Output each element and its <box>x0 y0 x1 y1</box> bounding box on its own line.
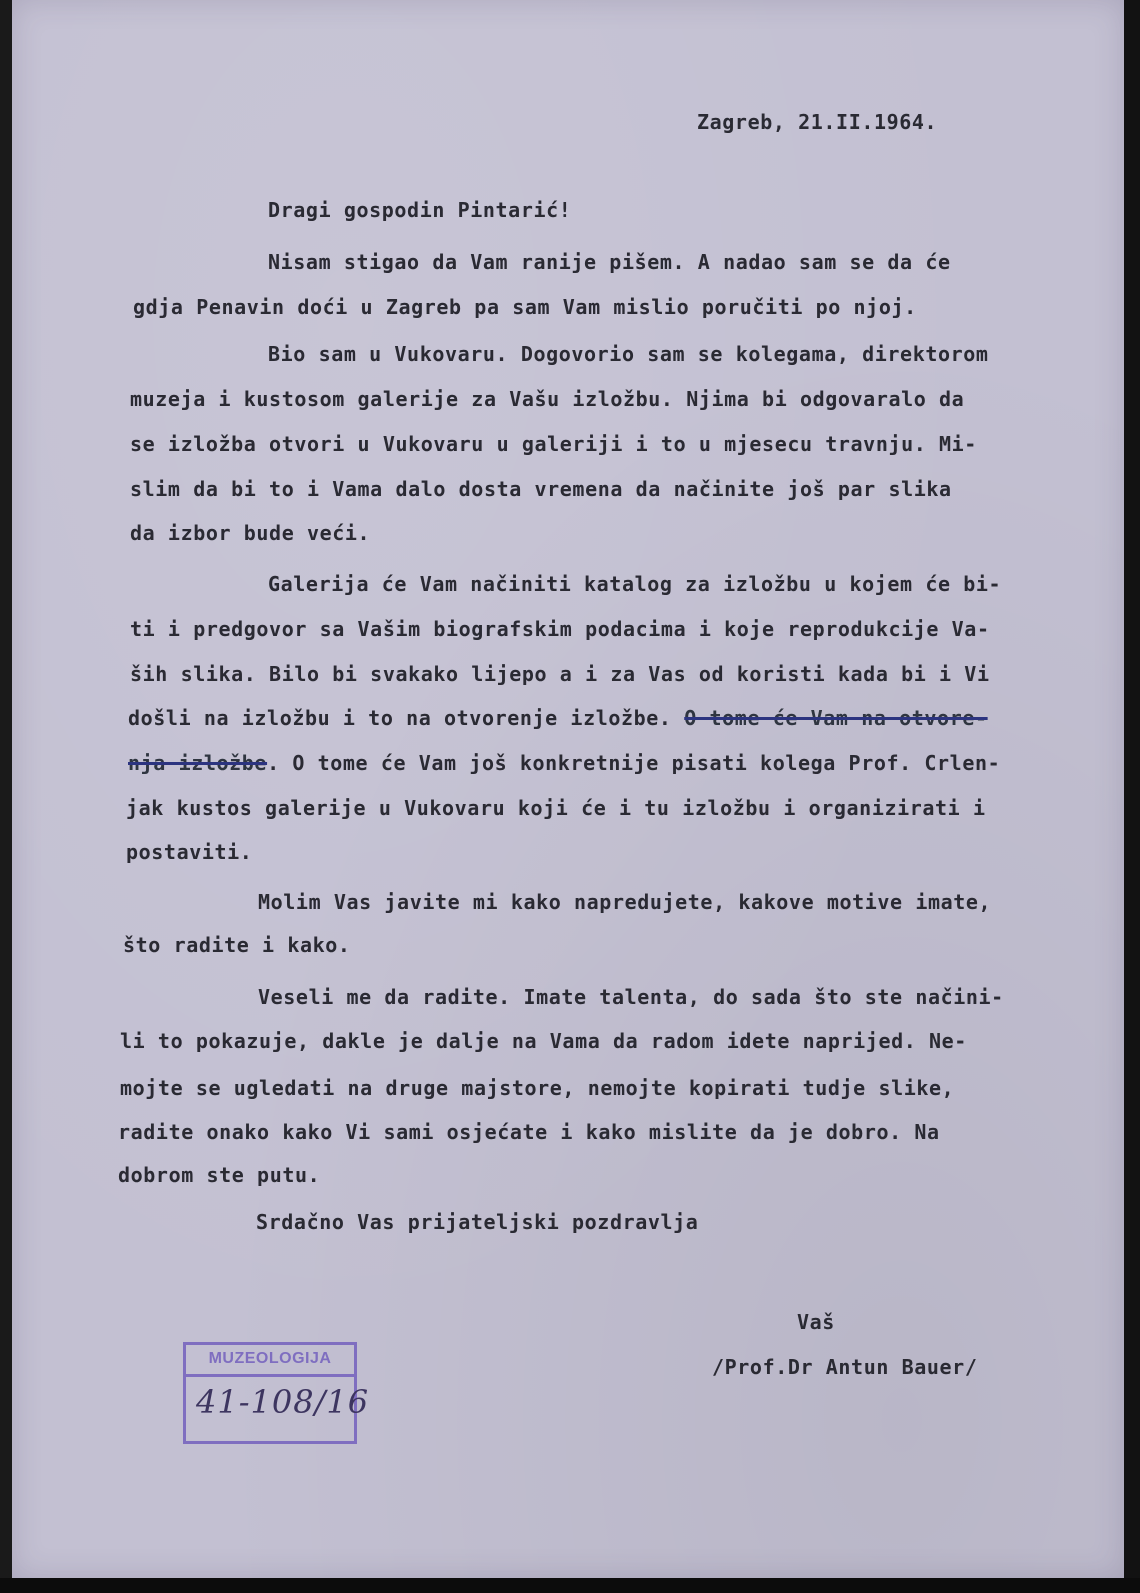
stamp-inventory-number: 41-108/16 <box>196 1383 370 1421</box>
stamp-body <box>186 1375 370 1441</box>
paragraph-3-line-text: . O tome će Vam još konkretnije pisati kolega Prof. Crlen- <box>267 751 1001 775</box>
paragraph-2-line: da izbor bude veći. <box>130 521 371 545</box>
paragraph-2-line: Bio sam u Vukovaru. Dogovorio sam se kolegama, direktorom <box>268 342 989 366</box>
stamp-header: MUZEOLOGIJA <box>186 1345 354 1377</box>
struck-through-text: O tome će Vam na otvore- <box>684 706 988 730</box>
paragraph-3-line: ših slika. Bilo bi svakako lijepo a i za Vas od koristi kada bi i Vi <box>130 662 990 686</box>
paragraph-3-line <box>128 751 1000 775</box>
letter-signature: /Prof.Dr Antun Bauer/ <box>712 1355 978 1379</box>
paragraph-5-line: radite onako kako Vi sami osjećate i kako mislite da je dobro. Na <box>118 1120 940 1144</box>
paragraph-3-line: ti i predgovor sa Vašim biografskim podacima i koje reprodukcije Va- <box>130 617 990 641</box>
struck-through-text: nja izložbe <box>128 751 268 775</box>
paragraph-4-line: što radite i kako. <box>123 933 351 957</box>
letter-closing: Srdačno Vas prijateljski pozdravlja <box>256 1210 699 1234</box>
paragraph-2-line: muzeja i kustosom galerije za Vašu izložbu. Njima bi odgovaralo da <box>130 387 965 411</box>
paragraph-5-line: mojte se ugledati na druge majstore, nemojte kopirati tudje slike, <box>120 1076 955 1100</box>
paragraph-3-line-text: došli na izložbu i to na otvorenje izložbe. <box>128 706 672 730</box>
letter-salutation: Dragi gospodin Pintarić! <box>268 198 572 222</box>
paragraph-5-line: li to pokazuje, dakle je dalje na Vama da radom idete naprijed. Ne- <box>120 1029 967 1053</box>
letter-date: Zagreb, 21.II.1964. <box>697 110 938 134</box>
letter-page <box>12 0 1124 1578</box>
paragraph-3-line <box>128 706 988 730</box>
paragraph-3-line: Galerija će Vam načiniti katalog za izložbu u kojem će bi- <box>268 572 1002 596</box>
paragraph-2-line: se izložba otvori u Vukovaru u galeriji i to u mjesecu travnju. Mi- <box>130 432 977 456</box>
paragraph-1-line: gdja Penavin doći u Zagreb pa sam Vam mislio poručiti po njoj. <box>133 295 917 319</box>
paragraph-4-line: Molim Vas javite mi kako napredujete, kakove motive imate, <box>258 890 992 914</box>
paragraph-1-line: Nisam stigao da Vam ranije pišem. A nadao sam se da će <box>268 250 951 274</box>
scan-bottom-edge <box>0 1578 1140 1593</box>
paragraph-3-line: jak kustos galerije u Vukovaru koji će i tu izložbu i organizirati i <box>126 796 986 820</box>
paragraph-2-line: slim da bi to i Vama dalo dosta vremena da načinite još par slika <box>130 477 952 501</box>
paragraph-5-line: dobrom ste putu. <box>118 1163 321 1187</box>
archive-stamp <box>183 1342 370 1444</box>
letter-valediction: Vaš <box>797 1310 835 1334</box>
paragraph-3-line: postaviti. <box>126 840 253 864</box>
scan-edge-right <box>1122 0 1140 1593</box>
paragraph-5-line: Veseli me da radite. Imate talenta, do sada što ste načini- <box>258 985 1004 1009</box>
